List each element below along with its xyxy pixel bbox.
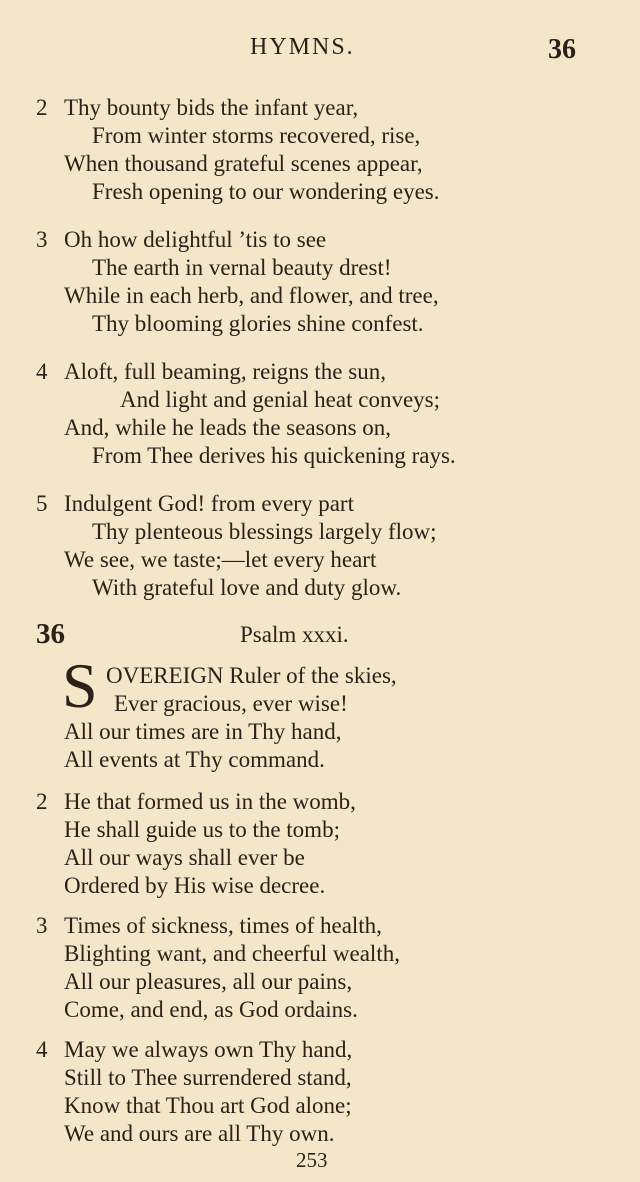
verse-line: We and ours are all Thy own. xyxy=(64,1121,335,1146)
verse-line: He that formed us in the womb, xyxy=(64,789,356,814)
verse-line: And, while he leads the seasons on, xyxy=(64,415,392,440)
verse-line: Ever gracious, ever wise! xyxy=(114,691,348,716)
verse-line: With grateful love and duty glow. xyxy=(92,575,402,600)
verse-line: Fresh opening to our wondering eyes. xyxy=(92,179,440,204)
page-header xyxy=(0,34,640,68)
stanza-number: 2 xyxy=(36,789,48,814)
verse-line: All our ways shall ever be xyxy=(64,845,305,870)
verse-line: May we always own Thy hand, xyxy=(64,1037,353,1062)
stanza-number: 4 xyxy=(36,1037,48,1062)
hymn-title: Psalm xxxi. xyxy=(240,622,349,647)
verse-line: All our pleasures, all our pains, xyxy=(64,969,353,994)
verse-line: Thy bounty bids the infant year, xyxy=(64,95,359,120)
verse-line: Thy plenteous blessings largely flow; xyxy=(92,519,437,544)
verse-line: He shall guide us to the tomb; xyxy=(64,817,340,842)
stanza-number: 4 xyxy=(36,359,48,384)
verse-line: Still to Thee surrendered stand, xyxy=(64,1065,352,1090)
verse-line: Indulgent God! from every part xyxy=(64,491,354,516)
verse-line: All events at Thy command. xyxy=(64,747,325,772)
verse-line: We see, we taste;—let every heart xyxy=(64,547,377,572)
stanza-number: 2 xyxy=(36,95,48,120)
verse-line: All our times are in Thy hand, xyxy=(64,719,342,744)
footer-page-number: 253 xyxy=(296,1148,328,1172)
verse-line: Oh how delightful ’tis to see xyxy=(64,227,327,252)
verse-line: Blighting want, and cheerful wealth, xyxy=(64,941,400,966)
hymn-number: 36 xyxy=(36,618,65,650)
page-number: 36 xyxy=(548,34,576,65)
verse-line: Thy blooming glories shine confest. xyxy=(92,311,424,336)
verse-line: While in each herb, and flower, and tree, xyxy=(64,283,439,308)
verse-line: Aloft, full beaming, reigns the sun, xyxy=(64,359,386,384)
stanza-number: 5 xyxy=(36,491,48,516)
verse-line: Know that Thou art God alone; xyxy=(64,1093,352,1118)
stanza-number: 3 xyxy=(36,227,48,252)
verse-line: When thousand grateful scenes appear, xyxy=(64,151,423,176)
running-title: HYMNS. xyxy=(250,34,355,60)
verse-line: And light and genial heat conveys; xyxy=(120,387,441,412)
verse-line: The earth in vernal beauty drest! xyxy=(92,255,392,280)
verse-line: OVEREIGN Ruler of the skies, xyxy=(106,663,397,688)
verse-line: From winter storms recovered, rise, xyxy=(92,123,421,148)
stanza-number: 3 xyxy=(36,913,48,938)
verse-line: Times of sickness, times of health, xyxy=(64,913,382,938)
verse-line: From Thee derives his quickening rays. xyxy=(92,443,456,468)
verse-line: Ordered by His wise decree. xyxy=(64,873,326,898)
drop-cap: S xyxy=(62,650,98,721)
verse-line: Come, and end, as God ordains. xyxy=(64,997,358,1022)
